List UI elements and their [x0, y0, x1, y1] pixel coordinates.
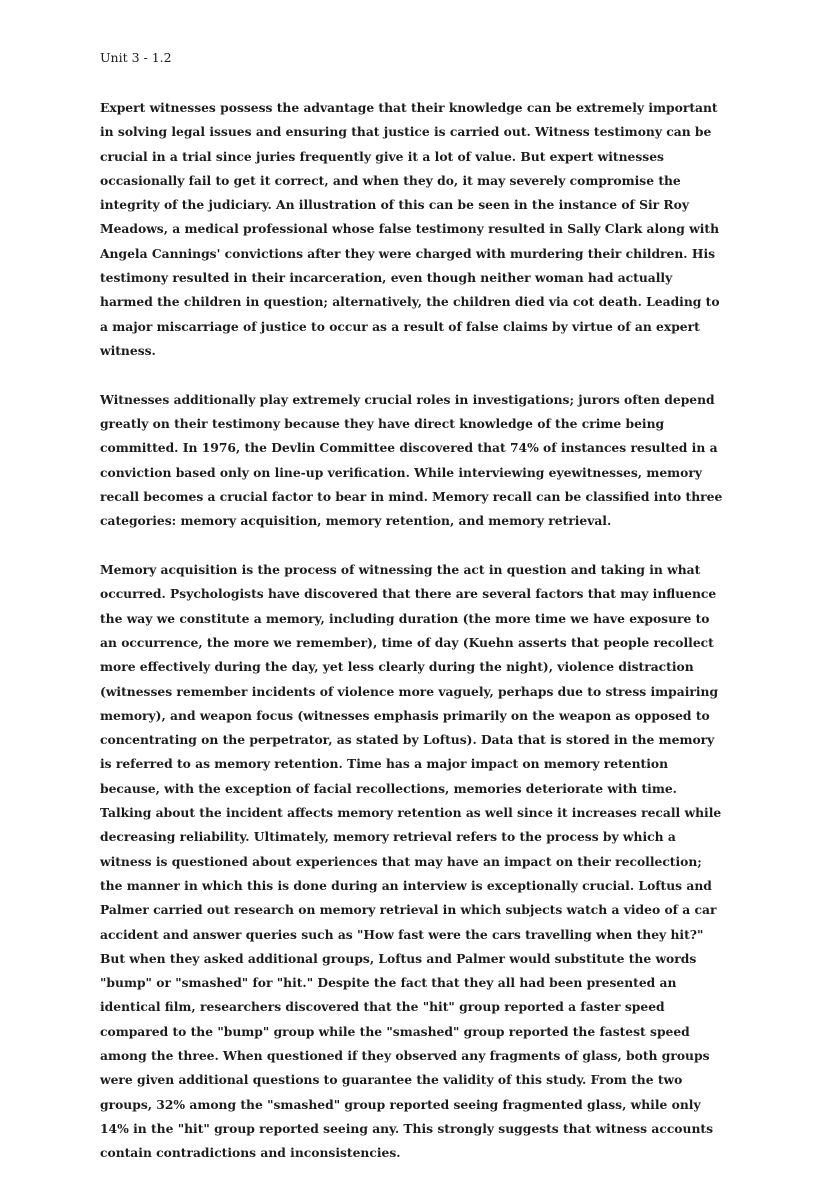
document-header: Unit 3 - 1.2	[100, 50, 172, 65]
paragraph-witness-roles: Witnesses additionally play extremely crucial roles in investigations; jurors often depend greatly on their testimony because they have direct knowledge of the crime being committed. In 1976, the Devlin Committee discovered that 74% of instances resulted in a conviction based only on line-up verification. While interviewing eyewitnesses, memory recall becomes a crucial factor to bear in mind. Memory recall can be classified into three categories: memory acquisition, memory retention, and memory retrieval.	[100, 391, 723, 529]
paragraph-memory-acquisition: Memory acquisition is the process of witnessing the act in question and taking in what occurred. Psychologists have discovered that there are several factors that may influence the way we constitute a memory, including duration (the more time we have exposure to an occurrence, the more we remember), time of day (Kuehn asserts that people recollect more effectively during the day, yet less clearly during the night), violence distraction (witnesses remember incidents of violence more vaguely, perhaps due to stress impairing memory), and weapon focus (witnesses emphasis primarily on the weapon as opposed to concentrating on the perpetrator, as stated by Loftus). Data that is stored in the memory is referred to as memory retention. Time has a major impact on memory retention because, with the exception of facial recollections, memories deteriorate with time. Talking about the incident affects memory retention as well since it increases recall while decreasing reliability. Ultimately, memory retrieval refers to the process by which a witness is questioned about experiences that may have an impact on their recollection; the manner in which this is done during an interview is exceptionally crucial. Loftus and Palmer carried out research on memory retrieval in which subjects watch a video of a car accident and answer queries such as "How fast were the cars travelling when they hit?" But when they asked additional groups, Loftus and Palmer would substitute the words "bump" or "smashed" for "hit." Despite the fact that they all had been presented an identical film, researchers discovered that the "hit" group reported a faster speed compared to the "bump" group while the "smashed" group reported the fastest speed among the three. When questioned if they observed any fragments of glass, both groups were given additional questions to guarantee the validity of this study. From the two groups, 32% among the "smashed" group reported seeing fragmented glass, while only 14% in the "hit" group reported seeing any. This strongly suggests that witness accounts contain contradictions and inconsistencies.	[100, 562, 722, 1161]
paragraph-expert-witnesses: Expert witnesses possess the advantage that their knowledge can be extremely important in solving legal issues and ensuring that justice is carried out. Witness testimony can be crucial in a trial since juries frequently give it a lot of value. But expert witnesses occasionally fail to get it correct, and when they do, it may severely compromise the integrity of the judiciary. An illustration of this can be seen in the instance of Sir Roy Meadows, a medical professional whose false testimony resulted in Sally Clark along with Angela Cannings' convictions after they were charged with murdering their children. His testimony resulted in their incarceration, even though neither woman had actually harmed the children in question; alternatively, the children died via cot death. Leading to a major miscarriage of justice to occur as a result of false claims by virtue of an expert witness.	[100, 100, 720, 358]
document-body	[100, 46, 728, 1190]
